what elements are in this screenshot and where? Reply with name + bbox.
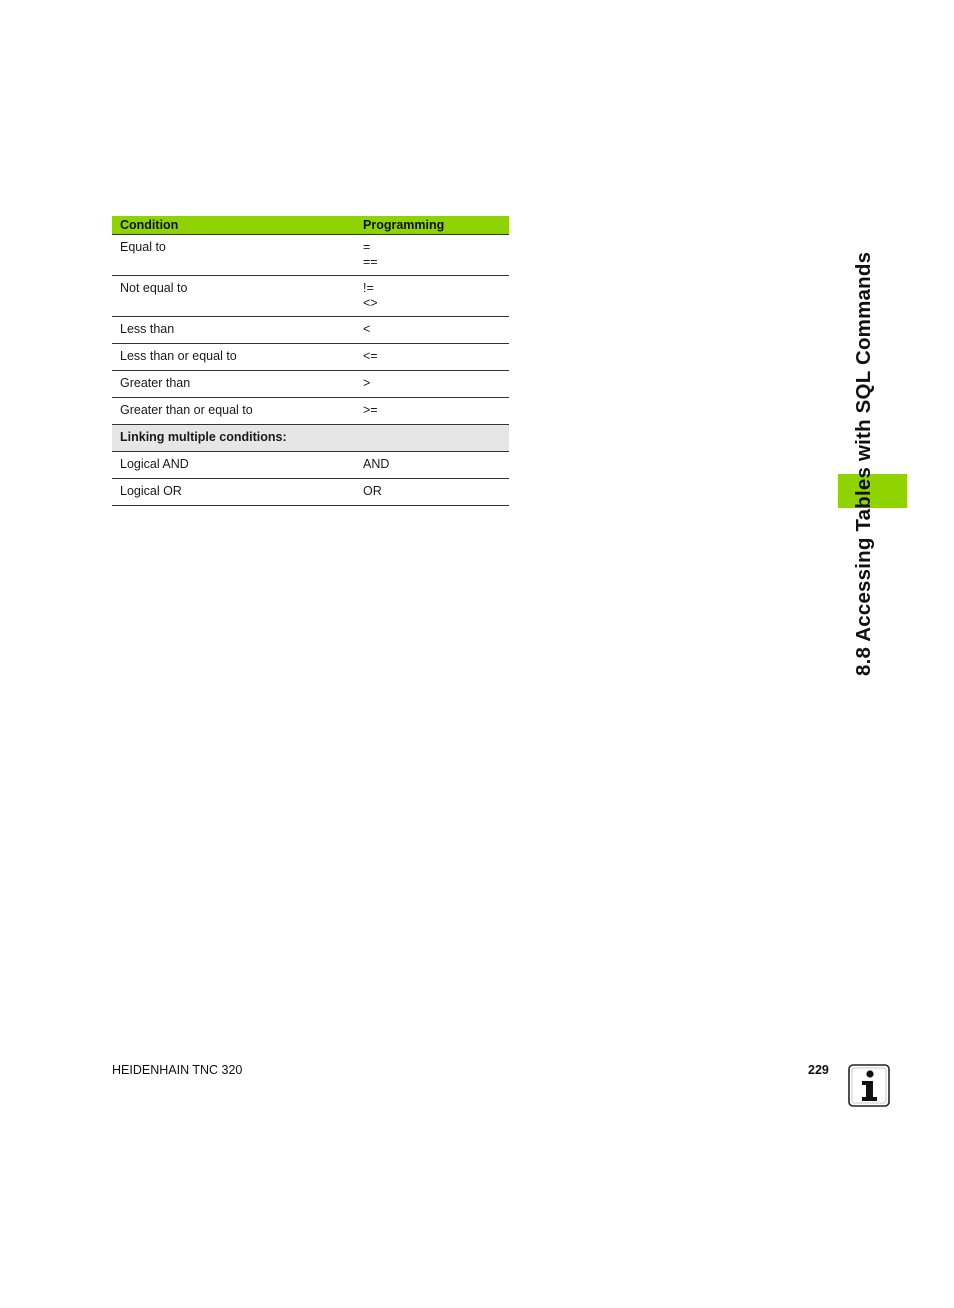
programming-cell — [355, 235, 509, 276]
programming-cell: >= — [355, 398, 509, 425]
condition-cell: Greater than — [112, 371, 355, 398]
programming-cell: < — [355, 317, 509, 344]
programming-cell: <= — [355, 344, 509, 371]
table-row — [112, 371, 509, 398]
condition-cell: Less than or equal to — [112, 344, 355, 371]
conditions-table — [112, 216, 509, 506]
condition-cell: Not equal to — [112, 276, 355, 317]
info-icon — [848, 1064, 890, 1107]
table-row — [112, 452, 509, 479]
table-row — [112, 479, 509, 506]
table-row — [112, 235, 509, 276]
footer-product-name: HEIDENHAIN TNC 320 — [112, 1063, 243, 1077]
table-row — [112, 344, 509, 371]
condition-cell: Equal to — [112, 235, 355, 276]
subheader-cell: Linking multiple conditions: — [112, 425, 355, 452]
page-number: 229 — [808, 1063, 829, 1077]
column-header-condition: Condition — [112, 216, 355, 235]
programming-value: == — [363, 255, 378, 269]
programming-value: != — [363, 281, 374, 295]
table-subheader-row — [112, 425, 509, 452]
condition-cell: Less than — [112, 317, 355, 344]
programming-value: <> — [363, 296, 378, 310]
table-row — [112, 276, 509, 317]
column-header-programming: Programming — [355, 216, 509, 235]
programming-cell: OR — [355, 479, 509, 506]
programming-cell: AND — [355, 452, 509, 479]
table-row — [112, 317, 509, 344]
condition-cell: Logical AND — [112, 452, 355, 479]
section-side-title: 8.8 Accessing Tables with SQL Commands — [852, 251, 875, 676]
programming-value: = — [363, 240, 371, 254]
programming-cell — [355, 276, 509, 317]
subheader-empty-cell — [355, 425, 509, 452]
condition-cell: Logical OR — [112, 479, 355, 506]
table-row — [112, 398, 509, 425]
programming-cell: > — [355, 371, 509, 398]
table-header-row — [112, 216, 509, 235]
condition-cell: Greater than or equal to — [112, 398, 355, 425]
